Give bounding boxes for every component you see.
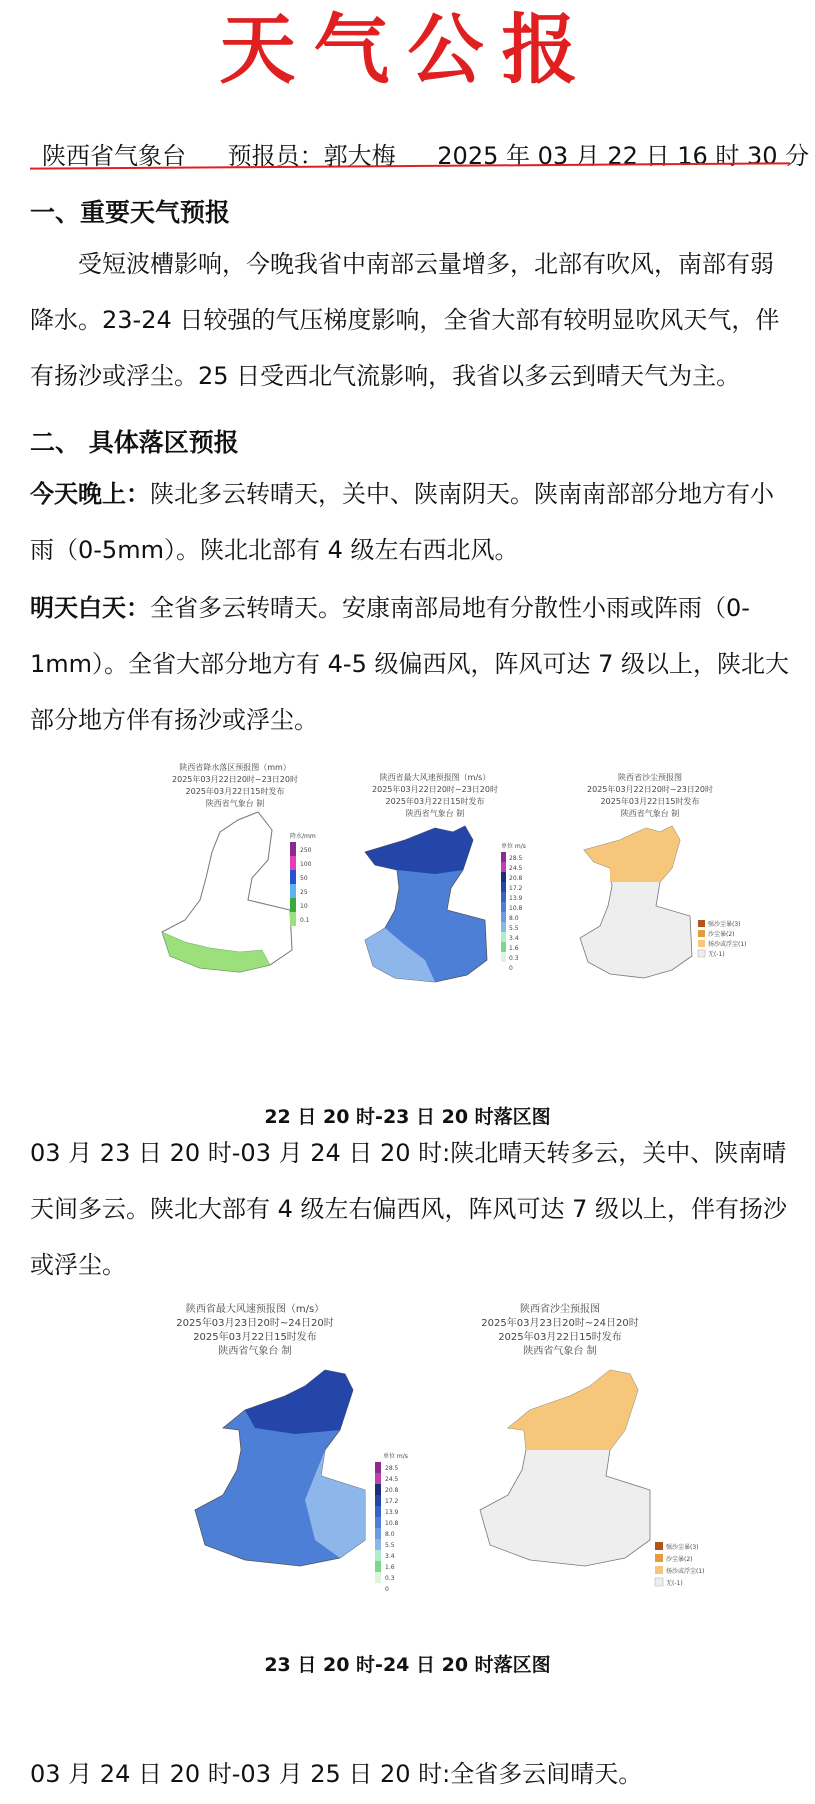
legend-label: 无(-1) <box>666 1580 683 1587</box>
legend-swatch <box>698 920 705 927</box>
legend-label: 0.1 <box>300 917 310 924</box>
legend-label: 0.3 <box>509 955 519 962</box>
legend-swatch <box>698 940 705 947</box>
map-period: 2025年03月23日20时~24日20时 <box>481 1318 639 1329</box>
legend-swatch <box>655 1554 663 1562</box>
legend-label: 17.2 <box>509 885 523 892</box>
section1-heading: 一、重要天气预报 <box>30 198 231 227</box>
map-agency: 陕西省气象台 制 <box>405 809 465 818</box>
legend-swatch <box>290 856 296 870</box>
map-agency: 陕西省气象台 制 <box>218 1346 292 1357</box>
legend-label: 28.5 <box>385 1465 399 1472</box>
map-issued: 2025年03月22日15时发布 <box>498 1332 622 1343</box>
legend-swatch <box>375 1462 381 1473</box>
period2-text: 陕北晴天转多云，关中、陕南晴天间多云。陕北大部有 4 级左右偏西风，阵风可达 7 级以上，伴有扬沙或浮尘。 <box>30 1139 788 1279</box>
legend-label: 0 <box>385 1586 389 1593</box>
legend-swatch <box>501 882 506 892</box>
tomorrow-forecast <box>30 580 790 748</box>
legend-label: 20.8 <box>509 875 523 882</box>
legend-swatch <box>375 1550 381 1561</box>
legend-title: 单位 m/s <box>383 1453 408 1460</box>
legend-swatch <box>375 1495 381 1506</box>
legend-label: 8.0 <box>385 1531 395 1538</box>
legend-label: 28.5 <box>509 855 523 862</box>
legend-swatch <box>655 1566 663 1574</box>
legend-label: 13.9 <box>509 895 523 902</box>
legend-label: 100 <box>300 861 312 868</box>
legend-label: 24.5 <box>385 1476 399 1483</box>
strong-wind-area <box>245 1370 353 1434</box>
issue-datetime: 2025 年 03 月 22 日 16 时 30 分 <box>437 142 810 170</box>
legend-title: 单位 m/s <box>501 843 526 850</box>
tonight-label: 今天晚上： <box>30 480 150 508</box>
map-issued: 2025年03月22日15时发布 <box>600 797 700 806</box>
wind-map-2 <box>175 1300 425 1630</box>
dust-area <box>508 1370 638 1450</box>
map-period: 2025年03月22日20时~23日20时 <box>172 775 298 784</box>
legend-swatch <box>655 1542 663 1550</box>
section2-heading: 二、 具体落区预报 <box>30 428 239 457</box>
tonight-text: 陕北多云转晴天，关中、陕南阴天。陕南南部部分地方有小雨（0-5mm）。陕北北部有 4 级左右西北风。 <box>30 480 774 564</box>
legend-label: 250 <box>300 847 312 854</box>
legend-swatch <box>290 842 296 856</box>
legend-label: 5.5 <box>509 925 519 932</box>
legend-swatch <box>375 1561 381 1572</box>
legend-swatch <box>501 892 506 902</box>
legend-label: 无(-1) <box>708 951 725 958</box>
legend-swatch <box>290 884 296 898</box>
map-title: 陕西省最大风速预报图（m/s） <box>379 773 491 782</box>
legend-label: 10.8 <box>509 905 523 912</box>
map-issued: 2025年03月22日15时发布 <box>185 787 285 796</box>
legend-swatch <box>698 950 705 957</box>
legend-swatch <box>501 942 506 952</box>
legend-swatch <box>501 932 506 942</box>
legend-swatch <box>375 1473 381 1484</box>
map-period: 2025年03月22日20时~23日20时 <box>587 785 713 794</box>
map-title: 陕西省降水落区预报图（mm） <box>179 763 291 772</box>
legend-label: 10 <box>300 903 308 910</box>
legend-swatch <box>501 872 506 882</box>
map-agency: 陕西省气象台 制 <box>620 809 680 818</box>
legend-title: 降水/mm <box>290 833 316 840</box>
map-title: 陕西省沙尘预报图 <box>618 773 682 782</box>
legend-label: 强沙尘暴(3) <box>666 1544 699 1551</box>
legend-swatch <box>375 1539 381 1550</box>
legend-swatch <box>655 1578 663 1586</box>
tonight-forecast <box>30 466 790 578</box>
legend-label: 8.0 <box>509 915 519 922</box>
legend-label: 17.2 <box>385 1498 399 1505</box>
legend-swatch <box>290 870 296 884</box>
map-issued: 2025年03月22日15时发布 <box>385 797 485 806</box>
maps2-caption: 23 日 20 时-24 日 20 时落区图 <box>264 1654 551 1676</box>
legend-label: 扬沙或浮尘(1) <box>666 1568 705 1575</box>
tomorrow-text: 全省多云转晴天。安康南部局地有分散性小雨或阵雨（0-1mm）。全省大部分地方有 4-5 级偏西风，阵风可达 7 级以上，陕北大部分地方伴有扬沙或浮尘。 <box>30 594 790 734</box>
precip-map-1 <box>140 760 330 1010</box>
legend-label: 50 <box>300 875 308 882</box>
page-title: 天气公报 <box>219 5 596 94</box>
map-agency: 陕西省气象台 制 <box>523 1346 597 1357</box>
issuing-org: 陕西省气象台 <box>42 142 186 170</box>
legend-label: 24.5 <box>509 865 523 872</box>
legend-label: 1.6 <box>385 1564 395 1571</box>
dust-map-2 <box>450 1300 710 1630</box>
legend-swatch <box>501 852 506 862</box>
map-agency: 陕西省气象台 制 <box>205 799 265 808</box>
legend-swatch <box>375 1517 381 1528</box>
legend-swatch <box>501 912 506 922</box>
legend-swatch <box>501 952 506 962</box>
legend-swatch <box>501 922 506 932</box>
legend-swatch <box>290 898 296 912</box>
legend-swatch <box>290 912 296 926</box>
legend-swatch <box>501 862 506 872</box>
legend-label: 沙尘暴(2) <box>666 1556 693 1563</box>
legend-swatch <box>501 902 506 912</box>
period2-forecast <box>30 1125 790 1293</box>
legend-swatch <box>375 1484 381 1495</box>
legend-label: 25 <box>300 889 308 896</box>
map-title: 陕西省最大风速预报图（m/s） <box>185 1304 325 1315</box>
map-issued: 2025年03月22日15时发布 <box>193 1332 317 1343</box>
legend-label: 3.4 <box>509 935 519 942</box>
legend-label: 沙尘暴(2) <box>708 931 735 938</box>
map-period: 2025年03月22日20时~23日20时 <box>372 785 498 794</box>
legend-swatch <box>375 1528 381 1539</box>
period3-forecast <box>30 1746 790 1802</box>
dust-map-1 <box>560 770 760 1020</box>
legend-label: 0.3 <box>385 1575 395 1582</box>
legend-label: 10.8 <box>385 1520 399 1527</box>
legend-swatch <box>375 1572 381 1583</box>
legend-label: 强沙尘暴(3) <box>708 921 741 928</box>
legend-swatch <box>698 930 705 937</box>
tomorrow-label: 明天白天： <box>30 594 150 622</box>
map-period: 2025年03月23日20时~24日20时 <box>176 1318 334 1329</box>
wind-map-1 <box>335 770 540 1020</box>
legend-label: 5.5 <box>385 1542 395 1549</box>
legend-label: 扬沙或浮尘(1) <box>708 941 747 948</box>
legend-label: 20.8 <box>385 1487 399 1494</box>
period2-label: 03 月 23 日 20 时-03 月 24 日 20 时: <box>30 1139 451 1167</box>
forecaster: 预报员：郭大梅 <box>227 142 396 170</box>
section1-text: 受短波槽影响，今晚我省中南部云量增多，北部有吹风，南部有弱降水。23-24 日较强的气压梯度影响，全省大部有较明显吹风天气，伴有扬沙或浮尘。25 日受西北气流影响，我省以多云到晴天气为主。 <box>30 250 780 390</box>
map-title: 陕西省沙尘预报图 <box>520 1304 600 1315</box>
legend-label: 1.6 <box>509 945 519 952</box>
period3-label: 03 月 24 日 20 时-03 月 25 日 20 时: <box>30 1760 451 1788</box>
period3-text: 全省多云间晴天。 <box>450 1760 643 1788</box>
legend-label: 3.4 <box>385 1553 395 1560</box>
legend-label: 0 <box>509 965 513 972</box>
legend-swatch <box>375 1506 381 1517</box>
legend-label: 13.9 <box>385 1509 399 1516</box>
maps1-caption: 22 日 20 时-23 日 20 时落区图 <box>264 1106 551 1128</box>
